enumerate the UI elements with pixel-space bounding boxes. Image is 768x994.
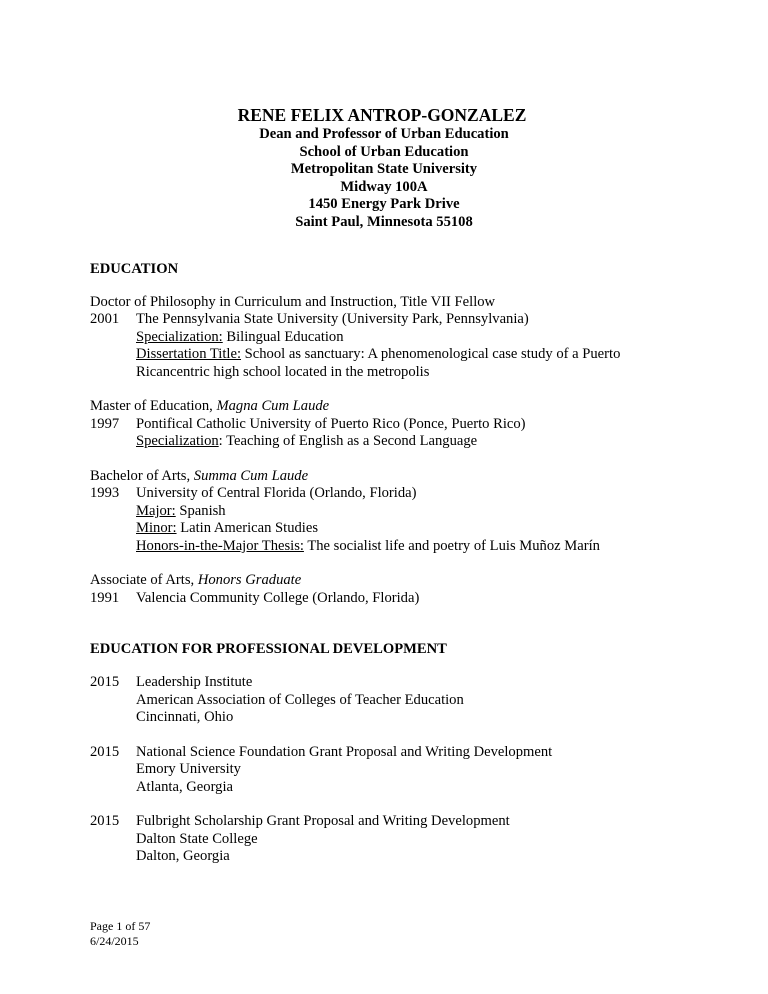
ba-year-school: [90, 485, 730, 502]
school-name: Pontifical Catholic University of Puerto Rico (Ponce, Puerto Rico): [136, 415, 526, 432]
field-value: : Teaching of English as a Second Language: [218, 433, 478, 450]
med-year-school: [90, 416, 730, 433]
field-value: Latin American Studies: [176, 520, 318, 537]
entry-organization: Emory University: [136, 761, 241, 778]
entry-year: 2015: [90, 813, 120, 830]
field-label: Specialization: [136, 433, 219, 450]
job-title: Dean and Professor of Urban Education: [259, 126, 509, 142]
school-name: School of Urban Education: [299, 143, 469, 160]
school-name: University of Central Florida (Orlando, Florida): [136, 485, 417, 502]
page-number: Page 1 of 57: [90, 919, 151, 933]
degree-name: Associate of Arts,: [90, 572, 198, 589]
cv-header: [0, 104, 768, 231]
person-name: RENE FELIX ANTROP-GONZALEZ: [237, 105, 527, 125]
field-value: The socialist life and poetry of Luis Muñoz Marín: [303, 537, 600, 554]
degree-aa: [90, 572, 730, 589]
phd-dissertation-cont: Ricancentric high school located in the metropolis: [136, 363, 430, 380]
ba-thesis: [90, 538, 730, 555]
ba-minor: [90, 520, 730, 537]
page-footer: [90, 919, 150, 948]
phd-dissertation: [90, 346, 730, 363]
section-heading-professional-development: EDUCATION FOR PROFESSIONAL DEVELOPMENT: [90, 641, 447, 658]
entry-title: National Science Foundation Grant Proposal and Writing Development: [136, 743, 553, 760]
med-specialization: [90, 433, 730, 450]
field-label: Honors-in-the-Major Thesis:: [136, 537, 304, 554]
degree-name: Bachelor of Arts,: [90, 468, 194, 485]
entry-title: Fulbright Scholarship Grant Proposal and Writing Development: [136, 813, 510, 830]
degree-name: Master of Education,: [90, 398, 217, 415]
entry-organization: Dalton State College: [136, 830, 258, 847]
entry-location: Dalton, Georgia: [136, 848, 230, 865]
office-room: Midway 100A: [340, 178, 428, 195]
field-label: Specialization:: [136, 328, 223, 345]
school-name: The Pennsylvania State University (University Park, Pennsylvania): [136, 311, 529, 328]
degree-year: 1997: [90, 415, 120, 432]
entry-location: Cincinnati, Ohio: [136, 709, 234, 726]
field-label: Major:: [136, 502, 176, 519]
degree-honor: Summa Cum Laude: [193, 468, 309, 485]
aa-year-school: [90, 590, 730, 607]
field-value: Bilingual Education: [222, 328, 344, 345]
phd-specialization: [90, 329, 730, 346]
phd-year-school: [90, 311, 730, 328]
cv-body: [90, 260, 730, 866]
print-date: 6/24/2015: [90, 933, 139, 948]
university-name: Metropolitan State University: [290, 161, 478, 177]
profdev-entry: [90, 813, 730, 830]
degree-year: 2001: [90, 311, 120, 328]
entry-year: 2015: [90, 674, 120, 691]
entry-title: Leadership Institute: [136, 674, 253, 691]
degree-ba: [90, 468, 730, 485]
field-label: Minor:: [136, 520, 177, 537]
profdev-entry: [90, 744, 730, 761]
section-heading-education: EDUCATION: [90, 261, 179, 277]
city-state-zip: Saint Paul, Minnesota 55108: [295, 213, 473, 230]
field-value: Spanish: [175, 502, 226, 519]
field-label: Dissertation Title:: [136, 346, 242, 363]
school-name: Valencia Community College (Orlando, Florida): [136, 589, 420, 606]
field-value: School as sanctuary: A phenomenological case study of a Puerto: [241, 346, 621, 363]
degree-honor: Magna Cum Laude: [216, 398, 330, 415]
ba-major: [90, 503, 730, 520]
degree-honor: Honors Graduate: [197, 572, 302, 589]
degree-year: 1993: [90, 485, 120, 502]
profdev-entry: [90, 674, 730, 691]
degree-med: [90, 398, 730, 415]
entry-location: Atlanta, Georgia: [136, 778, 233, 795]
street-address: 1450 Energy Park Drive: [308, 196, 460, 212]
entry-organization: American Association of Colleges of Teacher Education: [136, 691, 464, 708]
degree-year: 1991: [90, 589, 120, 606]
entry-year: 2015: [90, 743, 120, 760]
degree-phd: Doctor of Philosophy in Curriculum and Instruction, Title VII Fellow: [90, 294, 496, 310]
